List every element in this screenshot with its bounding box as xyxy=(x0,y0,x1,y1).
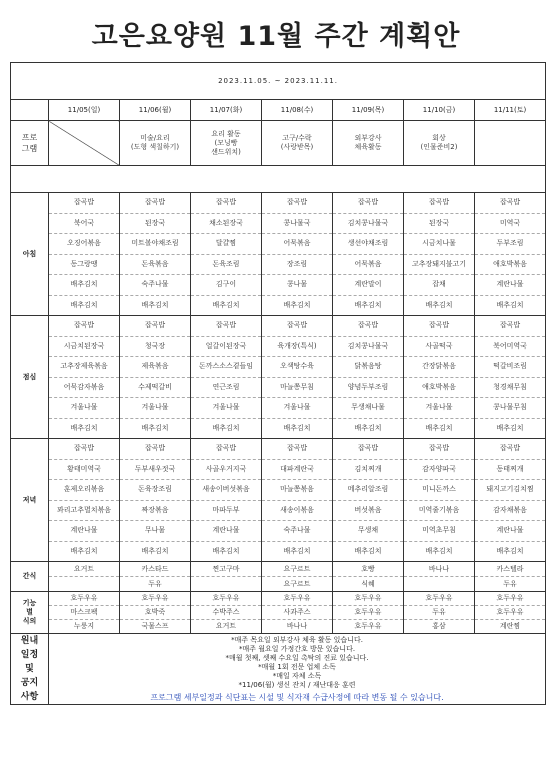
lunch-menu-item: 잡곡밥 xyxy=(191,316,262,337)
dinner-menu-item: 감자양파국 xyxy=(404,459,475,480)
lunch-menu-item: 겨울나물 xyxy=(120,398,191,419)
snack-menu-item: 요거트 xyxy=(49,562,120,577)
lunch-menu-item: 마늘쫑무침 xyxy=(262,377,333,398)
functional-menu-item: 누룽지 xyxy=(49,620,120,634)
functional-menu-item: 호두우유 xyxy=(333,620,404,634)
breakfast-menu-item: 장조림 xyxy=(262,254,333,275)
dinner-menu-item: 배추김치 xyxy=(404,541,475,562)
notes-content xyxy=(49,634,546,705)
lunch-menu-item: 겨울나물 xyxy=(262,398,333,419)
notice-line: *매월 1회 전문 업체 소독 xyxy=(258,663,336,671)
breakfast-menu-item: 배추김치 xyxy=(475,295,546,316)
functional-menu-item: 호두우유 xyxy=(333,606,404,620)
notice-line: *매월 첫째, 셋째 수요일 촉탁의 진료 있습니다. xyxy=(225,654,369,662)
functional-menu-item: 국물스프 xyxy=(120,620,191,634)
lunch-menu-item: 김치콩나물국 xyxy=(333,336,404,357)
dinner-menu-item: 돼지고기김치찜 xyxy=(475,480,546,501)
lunch-menu-item: 잡곡밥 xyxy=(404,316,475,337)
breakfast-menu-item: 배추김치 xyxy=(49,295,120,316)
breakfast-menu-item: 미트볼야채조림 xyxy=(120,234,191,255)
breakfast-menu-item: 돈육볶음 xyxy=(120,254,191,275)
dinner-menu-item: 미역초무침 xyxy=(404,521,475,542)
schedule-disclaimer: 프로그램 세부일정과 식단표는 시설 및 식자재 수급사정에 따라 변동 될 수 있습니다. xyxy=(150,693,444,702)
breakfast-menu-item: 어묵볶음 xyxy=(262,234,333,255)
breakfast-menu-item: 숙주나물 xyxy=(120,275,191,296)
lunch-menu-item: 연근조림 xyxy=(191,377,262,398)
breakfast-menu-item: 두부조림 xyxy=(475,234,546,255)
dinner-menu-item: 배추김치 xyxy=(262,541,333,562)
dinner-menu-item: 계란나물 xyxy=(191,521,262,542)
dinner-menu-item: 돈육장조림 xyxy=(120,480,191,501)
lunch-menu-item: 겨울나물 xyxy=(49,398,120,419)
breakfast-menu-item: 배추김치 xyxy=(120,295,191,316)
breakfast-menu-item: 김구이 xyxy=(191,275,262,296)
lunch-menu-item: 겨울나물 xyxy=(404,398,475,419)
dinner-menu-item: 마파두부 xyxy=(191,500,262,521)
functional-menu-item: 호두우유 xyxy=(404,592,475,606)
functional-label: 기능 별 식의 xyxy=(11,592,49,634)
dinner-menu-item: 배추김치 xyxy=(120,541,191,562)
functional-menu-item: 호두우유 xyxy=(49,592,120,606)
dinner-menu-item: 버섯볶음 xyxy=(333,500,404,521)
functional-menu-item: 바나나 xyxy=(262,620,333,634)
dinner-menu-item: 황태미역국 xyxy=(49,459,120,480)
day-header: 11/11(토) xyxy=(475,100,546,121)
breakfast-menu-item: 계란말이 xyxy=(333,275,404,296)
breakfast-menu-item: 어묵볶음 xyxy=(333,254,404,275)
program-cell xyxy=(49,121,120,166)
breakfast-menu-item: 돈육조림 xyxy=(191,254,262,275)
notice-line: *매일 자체 소독 xyxy=(272,672,322,680)
dinner-menu-item: 잡곡밥 xyxy=(404,439,475,460)
breakfast-menu-item: 잡곡밥 xyxy=(262,193,333,214)
lunch-menu-item: 겨울나물 xyxy=(191,398,262,419)
day-header: 11/05(일) xyxy=(49,100,120,121)
corner-cell xyxy=(11,100,49,121)
program-cell: 미술/요리 (도형 색칠하기) xyxy=(120,121,191,166)
lunch-menu-item: 잡곡밥 xyxy=(262,316,333,337)
lunch-menu-item: 배추김치 xyxy=(262,418,333,439)
snack-label: 간식 xyxy=(11,562,49,592)
lunch-menu-item: 배추김치 xyxy=(333,418,404,439)
functional-menu-item: 호두우유 xyxy=(333,592,404,606)
lunch-menu-item: 잡곡밥 xyxy=(333,316,404,337)
breakfast-menu-item: 잡채 xyxy=(404,275,475,296)
lunch-menu-item: 잡곡밥 xyxy=(49,316,120,337)
dinner-menu-item: 배추김치 xyxy=(49,541,120,562)
snack-menu-item: 찐고구마 xyxy=(191,562,262,577)
snack-menu-item: 두유 xyxy=(475,577,546,592)
dinner-menu-item: 새송이버섯볶음 xyxy=(191,480,262,501)
breakfast-menu-item: 콩나물국 xyxy=(262,213,333,234)
dinner-menu-item: 잡곡밥 xyxy=(49,439,120,460)
lunch-menu-item: 애호박볶음 xyxy=(404,377,475,398)
breakfast-menu-item: 시금치나물 xyxy=(404,234,475,255)
day-header: 11/08(수) xyxy=(262,100,333,121)
plan-period: 2023.11.05. ~ 2023.11.11. xyxy=(11,63,546,100)
program-cell: 요리 활동 (모닝빵 샌드위치) xyxy=(191,121,262,166)
dinner-menu-item: 마늘쫑볶음 xyxy=(262,480,333,501)
lunch-menu-item: 제육볶음 xyxy=(120,357,191,378)
lunch-menu-item: 양념두부조림 xyxy=(333,377,404,398)
lunch-menu-item: 육개장(특식) xyxy=(262,336,333,357)
breakfast-menu-item: 잡곡밥 xyxy=(333,193,404,214)
dinner-menu-item: 계란나물 xyxy=(475,521,546,542)
breakfast-menu-item: 잡곡밥 xyxy=(191,193,262,214)
functional-menu-item: 호박죽 xyxy=(120,606,191,620)
day-header: 11/06(월) xyxy=(120,100,191,121)
breakfast-menu-item: 배추김치 xyxy=(49,275,120,296)
dinner-menu-item: 잡곡밥 xyxy=(475,439,546,460)
dinner-menu-item: 잡곡밥 xyxy=(262,439,333,460)
lunch-menu-item: 사골떡국 xyxy=(404,336,475,357)
program-label: 프로 그램 xyxy=(11,121,49,166)
snack-menu-item: 식혜 xyxy=(333,577,404,592)
program-cell: 회상 (인물준비2) xyxy=(404,121,475,166)
snack-menu-item: 요구르트 xyxy=(262,577,333,592)
functional-menu-item: 홍삼 xyxy=(404,620,475,634)
lunch-menu-item: 배추김치 xyxy=(404,418,475,439)
snack-menu-item xyxy=(49,577,120,592)
functional-menu-item: 마스크팩 xyxy=(49,606,120,620)
page-title: 고은요양원 11월 주간 계획안 xyxy=(91,21,461,52)
breakfast-menu-item: 채소된장국 xyxy=(191,213,262,234)
dinner-menu-item: 메추리알조림 xyxy=(333,480,404,501)
dinner-menu-item: 배추김치 xyxy=(191,541,262,562)
program-cell: 외부강사 체육활동 xyxy=(333,121,404,166)
functional-menu-item: 사과주스 xyxy=(262,606,333,620)
lunch-menu-item: 오색탕수육 xyxy=(262,357,333,378)
lunch-menu-item: 수제떡갈비 xyxy=(120,377,191,398)
breakfast-menu-item: 배추김치 xyxy=(404,295,475,316)
lunch-menu-item: 무생채나물 xyxy=(333,398,404,419)
functional-menu-item: 호두우유 xyxy=(191,592,262,606)
weekly-plan-table xyxy=(10,62,546,705)
snack-menu-item: 두유 xyxy=(120,577,191,592)
functional-menu-item: 수박주스 xyxy=(191,606,262,620)
dinner-menu-item: 계란나물 xyxy=(49,521,120,542)
breakfast-menu-item: 된장국 xyxy=(404,213,475,234)
dinner-menu-item: 새송이볶음 xyxy=(262,500,333,521)
lunch-menu-item: 어묵감자볶음 xyxy=(49,377,120,398)
notes-label: 원내 일정 및 공지 사항 xyxy=(11,634,49,705)
dinner-menu-item: 김치찌개 xyxy=(333,459,404,480)
notice-line: *매주 목요일 외부강사 체육 활동 있습니다. xyxy=(231,636,363,644)
breakfast-menu-item: 잡곡밥 xyxy=(404,193,475,214)
dinner-menu-item: 미니돈까스 xyxy=(404,480,475,501)
blank-row xyxy=(11,166,546,193)
functional-menu-item: 두유 xyxy=(404,606,475,620)
breakfast-menu-item: 김치콩나물국 xyxy=(333,213,404,234)
functional-menu-item: 호두우유 xyxy=(120,592,191,606)
dinner-menu-item: 동태찌개 xyxy=(475,459,546,480)
lunch-menu-item: 배추김치 xyxy=(120,418,191,439)
functional-menu-item: 요거트 xyxy=(191,620,262,634)
day-header: 11/07(화) xyxy=(191,100,262,121)
dinner-menu-item: 잡곡밥 xyxy=(333,439,404,460)
notice-line: *11/06(월) 생신 잔치 / 재난대응 훈련 xyxy=(238,681,356,689)
breakfast-menu-item: 잡곡밥 xyxy=(49,193,120,214)
lunch-menu-item: 간장닭볶음 xyxy=(404,357,475,378)
breakfast-label: 아침 xyxy=(11,193,49,316)
dinner-menu-item: 감자채볶음 xyxy=(475,500,546,521)
breakfast-menu-item: 배추김치 xyxy=(333,295,404,316)
breakfast-menu-item: 동그랑땡 xyxy=(49,254,120,275)
lunch-menu-item: 청국장 xyxy=(120,336,191,357)
lunch-menu-item: 얼갈이된장국 xyxy=(191,336,262,357)
breakfast-menu-item: 고추장돼지불고기 xyxy=(404,254,475,275)
dinner-menu-item: 배추김치 xyxy=(475,541,546,562)
lunch-menu-item: 떡갈비조림 xyxy=(475,357,546,378)
snack-menu-item: 바나나 xyxy=(404,562,475,577)
lunch-menu-item: 잡곡밥 xyxy=(475,316,546,337)
day-header: 11/10(금) xyxy=(404,100,475,121)
snack-menu-item xyxy=(404,577,475,592)
program-cell xyxy=(475,121,546,166)
lunch-menu-item: 배추김치 xyxy=(49,418,120,439)
dinner-menu-item: 대파계란국 xyxy=(262,459,333,480)
program-cell: 고구/수락 (사랑받목) xyxy=(262,121,333,166)
dinner-menu-item: 사골우거지국 xyxy=(191,459,262,480)
dinner-menu-item: 짜장볶음 xyxy=(120,500,191,521)
breakfast-menu-item: 북어국 xyxy=(49,213,120,234)
dinner-menu-item: 훈제오리볶음 xyxy=(49,480,120,501)
breakfast-menu-item: 배추김치 xyxy=(262,295,333,316)
snack-menu-item: 카스텔라 xyxy=(475,562,546,577)
functional-menu-item: 호두우유 xyxy=(475,592,546,606)
breakfast-menu-item: 달걀찜 xyxy=(191,234,262,255)
lunch-label: 점심 xyxy=(11,316,49,439)
dinner-menu-item: 잡곡밥 xyxy=(120,439,191,460)
dinner-menu-item: 두부새우젓국 xyxy=(120,459,191,480)
breakfast-menu-item: 배추김치 xyxy=(191,295,262,316)
functional-menu-item: 계란찜 xyxy=(475,620,546,634)
dinner-menu-item: 미역줄기볶음 xyxy=(404,500,475,521)
breakfast-menu-item: 애호박볶음 xyxy=(475,254,546,275)
lunch-menu-item: 청경채무침 xyxy=(475,377,546,398)
lunch-menu-item: 배추김치 xyxy=(475,418,546,439)
breakfast-menu-item: 미역국 xyxy=(475,213,546,234)
snack-menu-item: 카스타드 xyxy=(120,562,191,577)
dinner-menu-item: 꽈리고추멸치볶음 xyxy=(49,500,120,521)
dinner-menu-item: 무생채 xyxy=(333,521,404,542)
breakfast-menu-item: 콩나물 xyxy=(262,275,333,296)
lunch-menu-item: 돈까스소스곁들임 xyxy=(191,357,262,378)
functional-menu-item: 호두우유 xyxy=(262,592,333,606)
notice-line: *매주 월요일 가정간호 방문 있습니다. xyxy=(239,645,356,653)
dinner-menu-item: 잡곡밥 xyxy=(191,439,262,460)
breakfast-menu-item: 잡곡밥 xyxy=(475,193,546,214)
snack-menu-item: 호빵 xyxy=(333,562,404,577)
dinner-menu-item: 무나물 xyxy=(120,521,191,542)
lunch-menu-item: 닭볶음탕 xyxy=(333,357,404,378)
breakfast-menu-item: 오징어볶음 xyxy=(49,234,120,255)
lunch-menu-item: 콩나물무침 xyxy=(475,398,546,419)
breakfast-menu-item: 생선야채조림 xyxy=(333,234,404,255)
lunch-menu-item: 잡곡밥 xyxy=(120,316,191,337)
lunch-menu-item: 배추김치 xyxy=(191,418,262,439)
breakfast-menu-item: 계란나물 xyxy=(475,275,546,296)
functional-menu-item: 호두우유 xyxy=(475,606,546,620)
snack-menu-item xyxy=(191,577,262,592)
breakfast-menu-item: 된장국 xyxy=(120,213,191,234)
breakfast-menu-item: 잡곡밥 xyxy=(120,193,191,214)
lunch-menu-item: 시금치된장국 xyxy=(49,336,120,357)
dinner-menu-item: 배추김치 xyxy=(333,541,404,562)
dinner-menu-item: 숙주나물 xyxy=(262,521,333,542)
lunch-menu-item: 북어미역국 xyxy=(475,336,546,357)
snack-menu-item: 요구르트 xyxy=(262,562,333,577)
lunch-menu-item: 고추장제육볶음 xyxy=(49,357,120,378)
dinner-label: 저녁 xyxy=(11,439,49,562)
day-header: 11/09(목) xyxy=(333,100,404,121)
